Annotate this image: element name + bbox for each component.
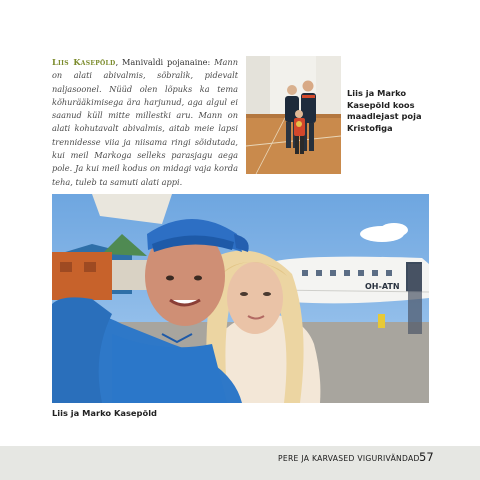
caption-main-photo: Liis ja Marko Kasepõld <box>52 408 157 418</box>
page-number: 57 <box>419 450 434 464</box>
article-paragraph <box>52 56 238 189</box>
person-name: Liis Kasepõld <box>52 57 116 67</box>
photo-selfie-airport <box>52 194 429 403</box>
person-role: , Manivaldi pojanaine: <box>115 57 211 67</box>
family-photo-illustration <box>246 56 341 174</box>
aircraft-registration: OH-ATN <box>365 282 400 291</box>
selfie-photo-illustration <box>52 194 429 403</box>
photo-family-gym <box>246 56 341 174</box>
footer-band <box>0 446 480 480</box>
caption-top-photo: Liis ja Marko Kasepõld koos maadlejast poja Kristofiga <box>347 88 422 133</box>
quote-text: Mann on alati abivalmis, sõbralik, pidevalt naljasoonel. Nüüd olen lõpuks ka tema kõhurääkimisega ära harjunud, aga algul ei saanud küll mitte millestki aru. Mann on alati kohutavalt abivalmis, aitab meie lapsi trennidesse viia ja niisama ringi sõidutada, kui meil Markoga selleks parasjagu aega pole. Ja kui meil kodus on midagi vaja korda teha, tuleb ta samuti alati appi. <box>52 57 238 187</box>
footer-book-title: PERE JA KARVASED VIGURIVÄNDAD <box>278 454 420 463</box>
